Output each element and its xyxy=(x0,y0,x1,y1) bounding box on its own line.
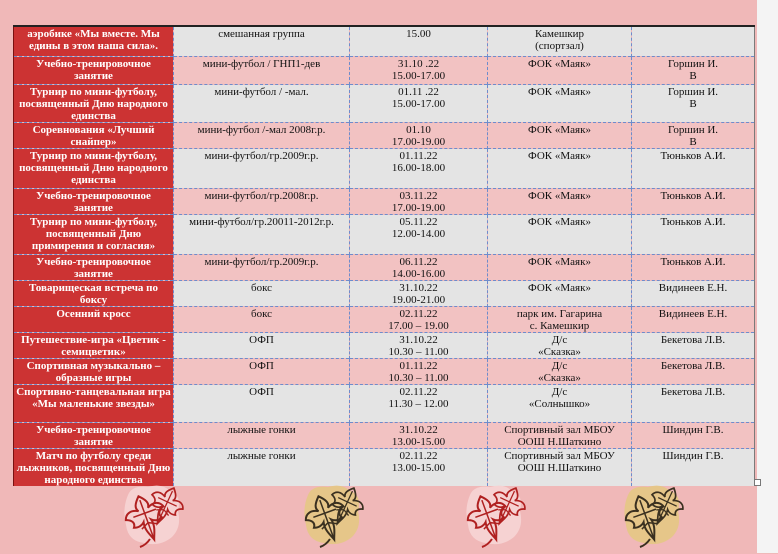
cell-person[interactable]: Шиндин Г.В. xyxy=(632,448,755,486)
cell-group[interactable]: мини-футбол / -мал. xyxy=(174,84,350,122)
cell-event[interactable]: Учебно-тренировочное занятие xyxy=(14,188,174,214)
cell-group[interactable]: мини-футбол/гр.2009г.р. xyxy=(174,254,350,280)
cell-event[interactable]: Соревнования «Лучший снайпер» xyxy=(14,122,174,148)
cell-time[interactable]: 31.10.22 10.30 – 11.00 xyxy=(350,332,488,358)
cell-event[interactable]: Путешествие-игра «Цветик - семицветик» xyxy=(14,332,174,358)
cell-group[interactable]: мини-футбол/гр.2009г.р. xyxy=(174,148,350,188)
cell-time[interactable]: 02.11.22 11.30 – 12.00 xyxy=(350,384,488,422)
table-row xyxy=(14,422,755,448)
cell-event[interactable]: Турнир по мини-футболу, посвященный Дню примирения и согласия» xyxy=(14,214,174,254)
cell-group[interactable]: мини-футбол / ГНП1-дев xyxy=(174,56,350,84)
cell-event[interactable]: Матч по футболу среди лыжников, посвященный Дню народного единства xyxy=(14,448,174,486)
table-row xyxy=(14,188,755,214)
cell-group[interactable]: лыжные гонки xyxy=(174,422,350,448)
cell-person[interactable]: Горшин И. В xyxy=(632,56,755,84)
schedule-table xyxy=(13,25,755,486)
cell-place[interactable]: Д/с «Солнышко» xyxy=(488,384,632,422)
cell-event[interactable]: Турнир по мини-футболу, посвященный Дню народного единства xyxy=(14,84,174,122)
cell-person[interactable]: Тюньков А.И. xyxy=(632,148,755,188)
table-row xyxy=(14,332,755,358)
cell-person[interactable]: Бекетова Л.В. xyxy=(632,384,755,422)
cell-person[interactable]: Тюньков А.И. xyxy=(632,188,755,214)
cell-event[interactable]: Осенний кросс xyxy=(14,306,174,332)
cell-time[interactable]: 06.11.22 14.00-16.00 xyxy=(350,254,488,280)
cell-person[interactable]: Бекетова Л.В. xyxy=(632,358,755,384)
table-row xyxy=(14,214,755,254)
cell-person[interactable]: Видинеев Е.Н. xyxy=(632,280,755,306)
cell-event[interactable]: Спортивно-танцевальная игра «Мы маленькие звезды» xyxy=(14,384,174,422)
cell-event[interactable]: Товарищеская встреча по боксу xyxy=(14,280,174,306)
cell-group[interactable]: бокс xyxy=(174,280,350,306)
cell-time[interactable]: 03.11.22 17.00-19.00 xyxy=(350,188,488,214)
autumn-leaves-art-1 xyxy=(120,481,190,549)
cell-time[interactable]: 02.11.22 17.00 – 19.00 xyxy=(350,306,488,332)
cell-place[interactable]: Д/с «Сказка» xyxy=(488,332,632,358)
cell-group[interactable]: ОФП xyxy=(174,384,350,422)
cell-place[interactable]: ФОК «Маяк» xyxy=(488,214,632,254)
table-row xyxy=(14,254,755,280)
cell-event[interactable]: Учебно-тренировочное занятие xyxy=(14,56,174,84)
cell-person[interactable] xyxy=(632,26,755,56)
page-margin-strip xyxy=(757,0,778,553)
cell-person[interactable]: Тюньков А.И. xyxy=(632,214,755,254)
table-row xyxy=(14,84,755,122)
table-row xyxy=(14,384,755,422)
table-row xyxy=(14,280,755,306)
cell-group[interactable]: смешанная группа xyxy=(174,26,350,56)
cell-time[interactable]: 01.11.22 10.30 – 11.00 xyxy=(350,358,488,384)
cell-group[interactable]: бокс xyxy=(174,306,350,332)
cell-time[interactable]: 01.11.22 16.00-18.00 xyxy=(350,148,488,188)
cell-person[interactable]: Горшин И. В xyxy=(632,122,755,148)
cell-place[interactable]: ФОК «Маяк» xyxy=(488,122,632,148)
table-row xyxy=(14,122,755,148)
cell-place[interactable]: ФОК «Маяк» xyxy=(488,56,632,84)
cell-time[interactable]: 31.10 .22 15.00-17.00 xyxy=(350,56,488,84)
cell-group[interactable]: мини-футбол/гр.20011-2012г.р. xyxy=(174,214,350,254)
cell-place[interactable]: ФОК «Маяк» xyxy=(488,254,632,280)
cell-time[interactable]: 01.10 17.00-19.00 xyxy=(350,122,488,148)
cell-time[interactable]: 31.10.22 13.00-15.00 xyxy=(350,422,488,448)
cell-time[interactable]: 01.11 .22 15.00-17.00 xyxy=(350,84,488,122)
cell-time[interactable]: 05.11.22 12.00-14.00 xyxy=(350,214,488,254)
table-row xyxy=(14,26,755,56)
cell-place[interactable]: парк им. Гагарина с. Камешкир xyxy=(488,306,632,332)
cell-group[interactable]: мини-футбол/гр.2008г.р. xyxy=(174,188,350,214)
cell-place[interactable]: ФОК «Маяк» xyxy=(488,188,632,214)
cell-person[interactable]: Шиндин Г.В. xyxy=(632,422,755,448)
cell-event[interactable]: Учебно-тренировочное занятие xyxy=(14,254,174,280)
table-row xyxy=(14,358,755,384)
autumn-leaves-art-2 xyxy=(300,481,370,549)
table-row xyxy=(14,56,755,84)
cell-group[interactable]: ОФП xyxy=(174,332,350,358)
cell-person[interactable]: Горшин И. В xyxy=(632,84,755,122)
cell-group[interactable]: ОФП xyxy=(174,358,350,384)
cell-person[interactable]: Бекетова Л.В. xyxy=(632,332,755,358)
cell-event[interactable]: Учебно-тренировочное занятие xyxy=(14,422,174,448)
cell-place[interactable]: Спортивный зал МБОУ ООШ Н.Шаткино xyxy=(488,422,632,448)
cell-person[interactable]: Тюньков А.И. xyxy=(632,254,755,280)
table-row xyxy=(14,306,755,332)
cell-place[interactable]: ФОК «Маяк» xyxy=(488,84,632,122)
cell-time[interactable]: 02.11.22 13.00-15.00 xyxy=(350,448,488,486)
table-resize-handle[interactable] xyxy=(754,479,761,486)
schedule-table-body xyxy=(14,26,755,486)
cell-place[interactable]: ФОК «Маяк» xyxy=(488,148,632,188)
cell-place[interactable]: Спортивный зал МБОУ ООШ Н.Шаткино xyxy=(488,448,632,486)
cell-person[interactable]: Видинеев Е.Н. xyxy=(632,306,755,332)
autumn-leaves-art-4 xyxy=(620,481,690,549)
cell-event[interactable]: Спортивная музыкально – образные игры xyxy=(14,358,174,384)
cell-event[interactable]: Турнир по мини-футболу, посвященный Дню народного единства xyxy=(14,148,174,188)
cell-event[interactable]: аэробике «Мы вместе. Мы едины в этом наша сила». xyxy=(14,26,174,56)
cell-place[interactable]: Камешкир (спортзал) xyxy=(488,26,632,56)
cell-time[interactable]: 15.00 xyxy=(350,26,488,56)
cell-group[interactable]: мини-футбол /-мал 2008г.р. xyxy=(174,122,350,148)
table-row xyxy=(14,148,755,188)
cell-place[interactable]: ФОК «Маяк» xyxy=(488,280,632,306)
cell-group[interactable]: лыжные гонки xyxy=(174,448,350,486)
cell-time[interactable]: 31.10.22 19.00-21.00 xyxy=(350,280,488,306)
cell-place[interactable]: Д/с «Сказка» xyxy=(488,358,632,384)
autumn-leaves-art-3 xyxy=(462,481,532,549)
